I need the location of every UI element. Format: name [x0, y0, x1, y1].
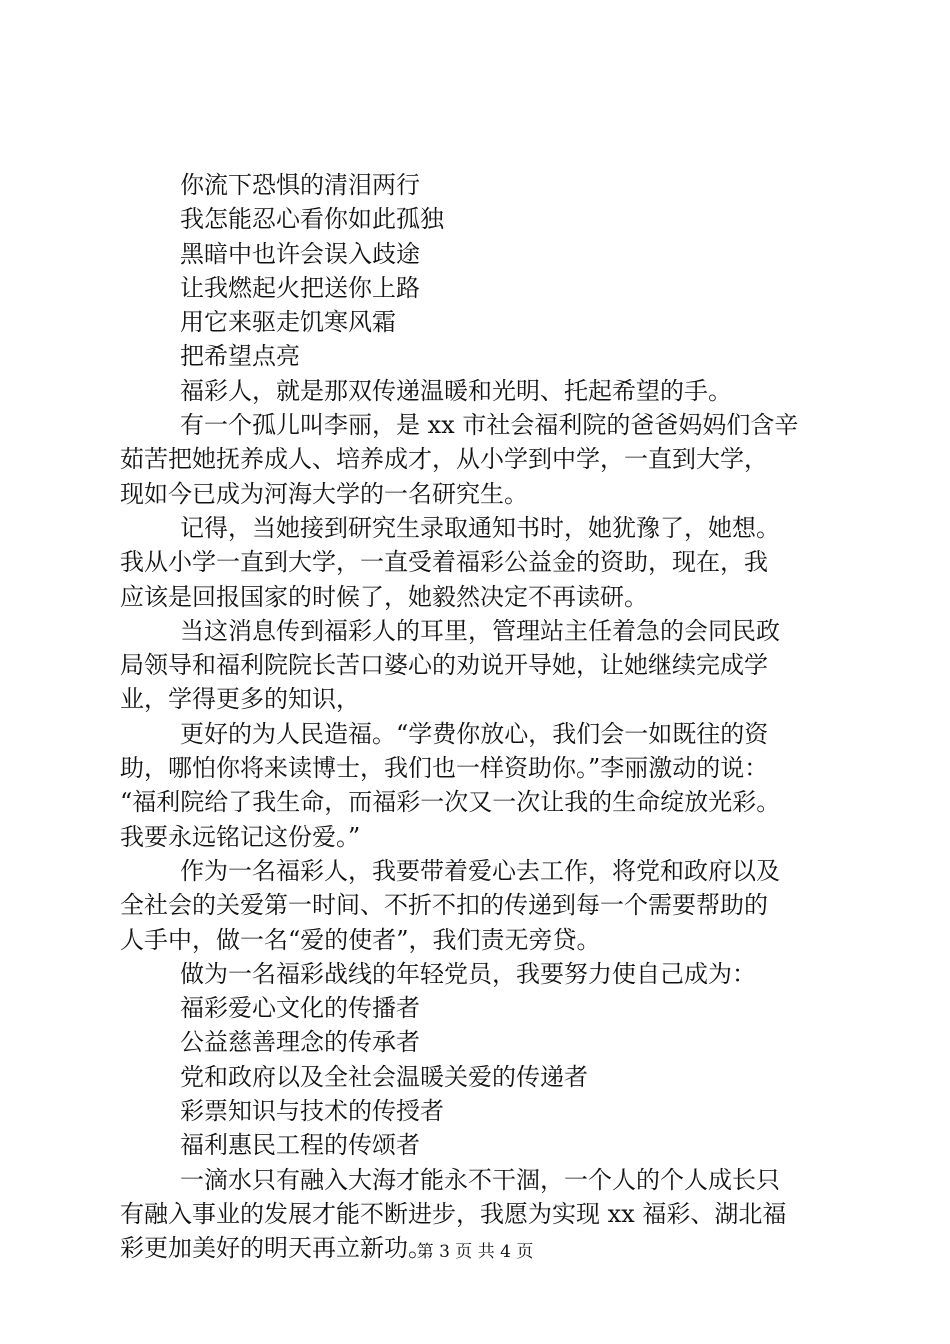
- text-line: 彩票知识与技术的传授者: [180, 1097, 444, 1126]
- text-line: 人手中，做一名“爱的使者”，我们责无旁贷。: [120, 925, 601, 954]
- text-line: 福彩人，就是那双传递温暖和光明、托起希望的手。: [180, 376, 732, 405]
- page-footer: 第 3 页 共 4 页: [416, 1242, 534, 1262]
- text-line: 福利惠民工程的传颂者: [180, 1131, 420, 1160]
- text-line: 应该是回报国家的时候了，她毅然决定不再读研。: [120, 582, 648, 611]
- text-line: 黑暗中也许会误入歧途: [180, 239, 420, 268]
- text-line: 把希望点亮: [180, 342, 300, 371]
- document-body: [120, 168, 836, 1266]
- text-line: 一滴水只有融入大海才能永不干涸，一个人的个人成长只: [180, 1165, 780, 1194]
- text-line: 茹苦把她抚养成人、培养成才，从小学到中学，一直到大学，: [120, 445, 768, 474]
- text-line: 局领导和福利院院长苦口婆心的劝说开导她，让她继续完成学: [120, 651, 768, 680]
- text-line: 福彩爱心文化的传播者: [180, 994, 420, 1023]
- text-line: 我怎能忍心看你如此孤独: [180, 205, 444, 234]
- text-line: 当这消息传到福彩人的耳里，管理站主任着急的会同民政: [180, 616, 780, 645]
- text-line: 现如今已成为河海大学的一名研究生。: [120, 479, 528, 508]
- text-line: 有一个孤儿叫李丽，是 xx 市社会福利院的爸爸妈妈们含辛: [180, 411, 799, 440]
- text-line: 全社会的关爱第一时间、不折不扣的传递到每一个需要帮助的: [120, 891, 768, 920]
- text-line: 做为一名福彩战线的年轻党员，我要努力使自己成为：: [180, 959, 756, 988]
- text-line: 有融入事业的发展才能不断进步，我愿为实现 xx 福彩、湖北福: [120, 1199, 787, 1228]
- text-line: 彩更加美好的明天再立新功。: [120, 1234, 432, 1263]
- text-line: 助，哪怕你将来读博士，我们也一样资助你。”李丽激动的说：: [120, 754, 769, 783]
- text-line: 我要永远铭记这份爱。”: [120, 822, 361, 851]
- text-line: 作为一名福彩人，我要带着爱心去工作，将党和政府以及: [180, 856, 780, 885]
- text-line: 你流下恐惧的清泪两行: [180, 171, 420, 199]
- text-line: 让我燃起火把送你上路: [180, 273, 420, 302]
- text-line: 记得，当她接到研究生录取通知书时，她犹豫了，她想。: [180, 513, 780, 542]
- text-line: 业，学得更多的知识，: [120, 685, 360, 714]
- text-line: 用它来驱走饥寒风霜: [180, 308, 396, 337]
- text-line: 公益慈善理念的传承者: [180, 1028, 420, 1057]
- text-line: 党和政府以及全社会温暖关爱的传递者: [180, 1062, 588, 1091]
- text-line: 更好的为人民造福。“学费你放心，我们会一如既往的资: [180, 719, 769, 748]
- text-line: 我从小学一直到大学，一直受着福彩公益金的资助，现在，我: [120, 548, 768, 577]
- text-line: “福利院给了我生命，而福彩一次又一次让我的生命绽放光彩。: [120, 788, 781, 817]
